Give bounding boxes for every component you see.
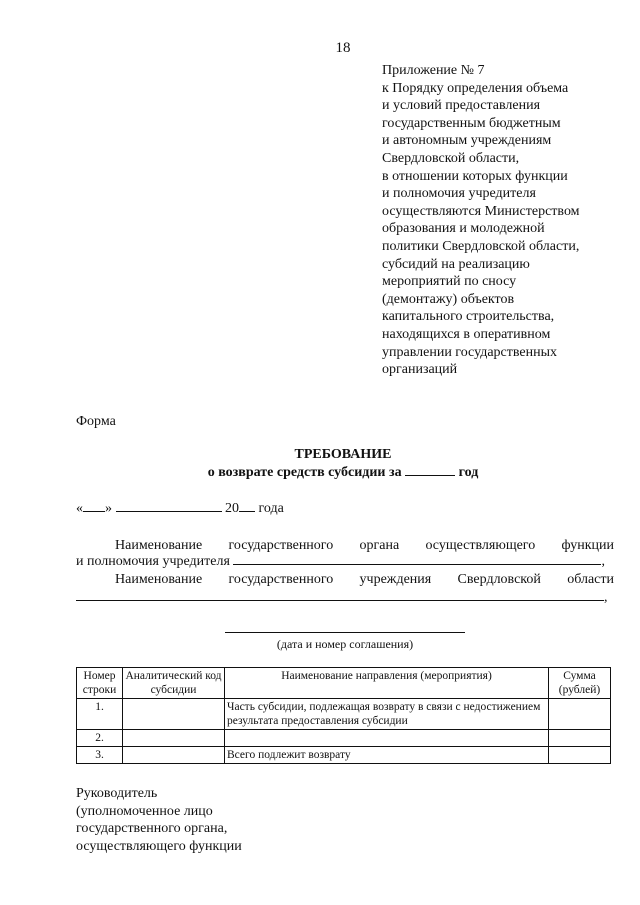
appendix-line: и полномочия учредителя — [382, 186, 536, 202]
appendix-line: управлении государственных — [382, 344, 557, 360]
period-blank-field[interactable] — [405, 475, 455, 476]
appendix-line: капитального строительства, — [382, 309, 555, 325]
org-name-label: Наименование государственного органа осуществляющего функции — [115, 538, 614, 553]
row-code-cell[interactable] — [123, 747, 225, 764]
row-sum-cell[interactable] — [549, 747, 611, 764]
appendix-line: к Порядку определения объема — [382, 80, 569, 96]
table-row — [77, 747, 611, 764]
page-number: 18 — [335, 40, 351, 56]
quote-open: « — [76, 501, 83, 516]
table-row — [77, 730, 611, 747]
row-number: 3. — [77, 747, 123, 764]
row-code-cell[interactable] — [123, 730, 225, 747]
org-name-field-row: и полномочия учредителя , — [76, 554, 605, 569]
institution-name-blank-field[interactable] — [76, 600, 604, 601]
appendix-line: Приложение № 7 — [382, 63, 485, 78]
signature-block — [76, 785, 242, 855]
agreement-blank-field[interactable] — [225, 632, 465, 633]
row-number: 1. — [77, 699, 123, 730]
quote-close: » — [105, 501, 112, 516]
appendix-line: и условий предоставления — [382, 98, 541, 114]
signature-line: (уполномоченное лицо — [76, 803, 213, 819]
institution-name-label: Наименование государственного учреждения Свердловской области — [115, 572, 614, 587]
day-blank-field[interactable] — [83, 511, 105, 512]
document-subtitle — [0, 465, 640, 481]
signature-line: осуществляющего функции — [76, 838, 242, 854]
year-suffix: года — [258, 501, 284, 516]
subtitle-year-word: год — [458, 465, 479, 480]
header-analytic-code: Аналитический код субсидии — [123, 668, 225, 699]
appendix-line: находящихся в оперативном — [382, 326, 551, 342]
org-name-blank-field[interactable] — [233, 564, 601, 565]
row-name: Всего подлежит возврату — [225, 747, 549, 764]
row-name[interactable] — [225, 730, 549, 747]
appendix-line: (демонтажу) объектов — [382, 291, 515, 307]
form-label: Форма — [76, 414, 116, 429]
row-sum-cell[interactable] — [549, 730, 611, 747]
row-number: 2. — [77, 730, 123, 747]
header-row-number: Номер строки — [77, 668, 123, 699]
signature-line: Руководитель — [76, 786, 158, 801]
appendix-line: Свердловской области, — [382, 150, 520, 166]
appendix-line: организаций — [382, 362, 458, 378]
appendix-line: и автономным учреждениям — [382, 133, 552, 149]
row-sum-cell[interactable] — [549, 699, 611, 730]
year-prefix: 20 — [225, 501, 239, 516]
header-direction-name: Наименование направления (мероприятия) — [225, 668, 549, 699]
table-header-row — [77, 668, 611, 699]
date-line — [76, 501, 284, 517]
appendix-line: политики Свердловской области, — [382, 238, 580, 254]
signature-line: государственного органа, — [76, 821, 228, 836]
appendix-line: субсидий на реализацию — [382, 256, 530, 272]
subsidy-return-table — [76, 667, 611, 764]
table-row — [77, 699, 611, 730]
year-blank-field[interactable] — [239, 511, 255, 512]
appendix-line: образования и молодежной — [382, 221, 545, 237]
header-sum: Сумма (рублей) — [549, 668, 611, 699]
appendix-line: государственным бюджетным — [382, 115, 561, 131]
document-title: ТРЕБОВАНИЕ — [294, 447, 392, 462]
appendix-header — [382, 62, 580, 379]
row-name: Часть субсидии, подлежащая возврату в связи с недостижением результата предоставления субсидии — [225, 699, 549, 730]
month-blank-field[interactable] — [116, 511, 222, 512]
org-name-label-cont: и полномочия учредителя — [76, 554, 230, 569]
appendix-line: осуществляются Министерством — [382, 203, 580, 219]
institution-name-field-row: , — [76, 590, 610, 606]
agreement-caption: (дата и номер соглашения) — [276, 637, 414, 651]
subtitle-text: о возврате средств субсидии за — [207, 465, 402, 480]
appendix-line: мероприятий по сносу — [382, 274, 517, 290]
row-code-cell[interactable] — [123, 699, 225, 730]
appendix-line: в отношении которых функции — [382, 168, 568, 184]
